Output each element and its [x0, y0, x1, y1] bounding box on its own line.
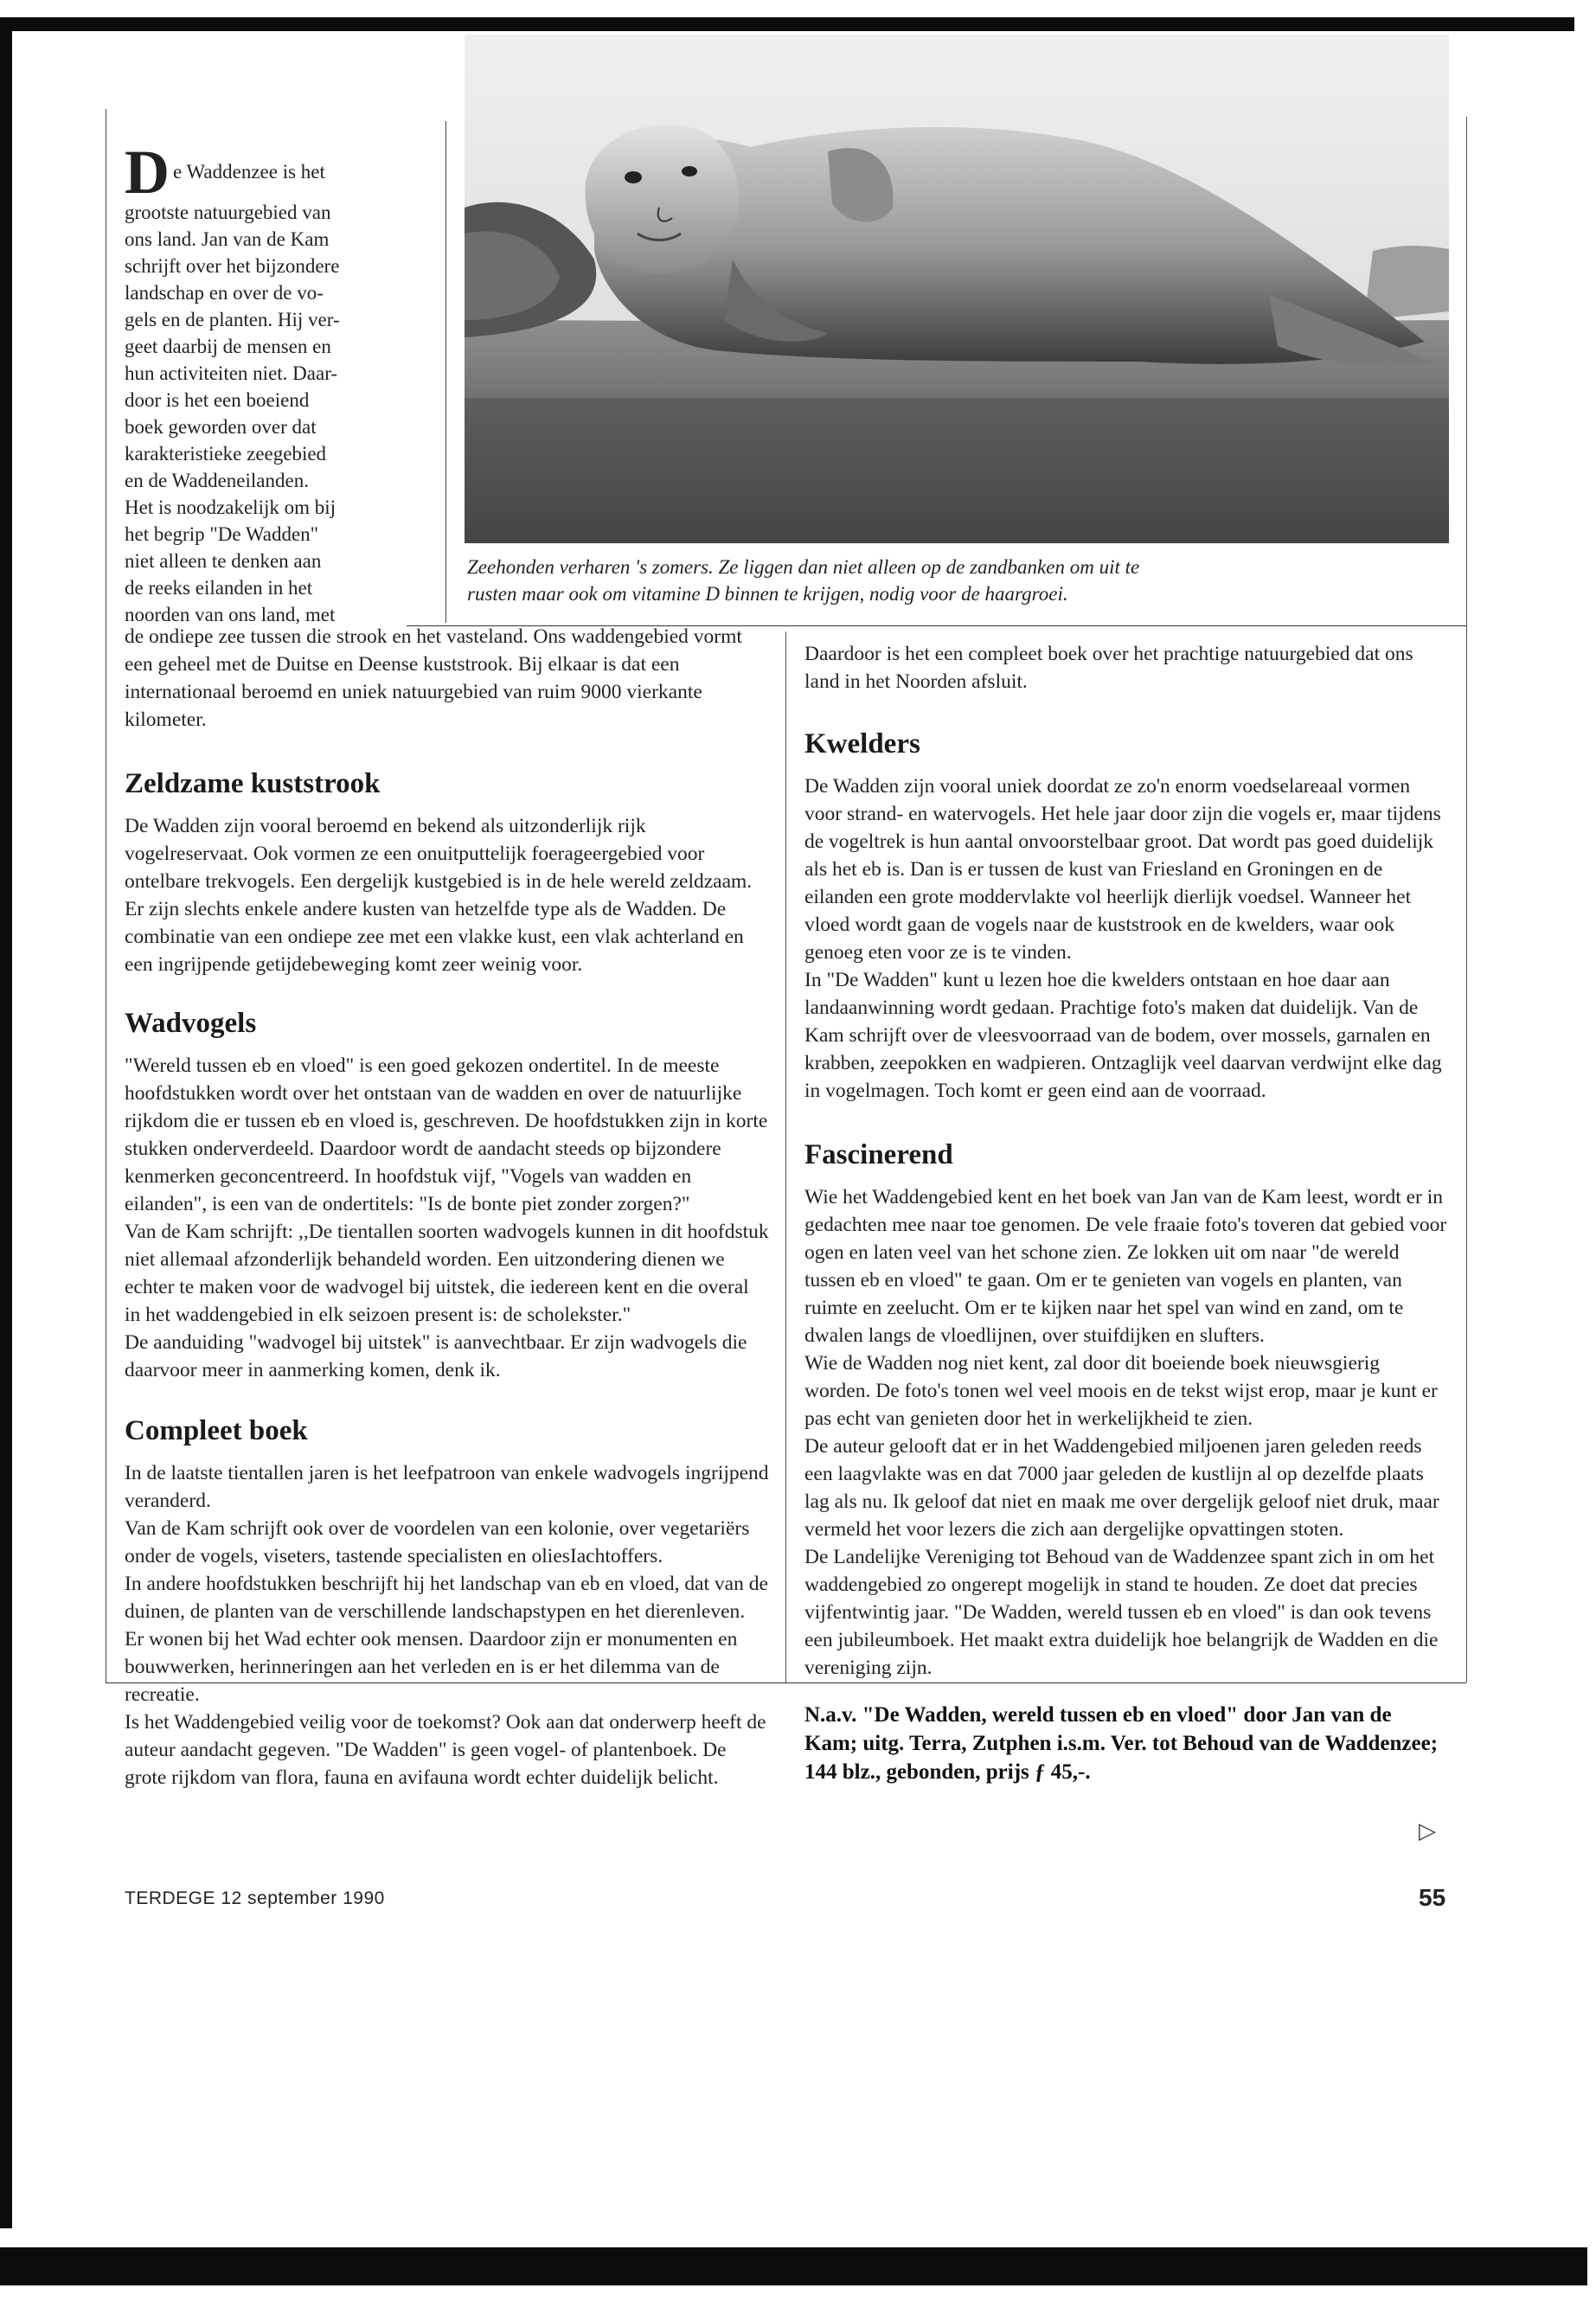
- intro-line: e Waddenzee is het: [173, 161, 325, 183]
- intro-line: karakteristieke zeegebied: [125, 443, 327, 465]
- drop-cap: D: [125, 138, 170, 207]
- seal-photo-illustration: [465, 35, 1449, 543]
- heading-wadvogels: Wadvogels: [125, 1008, 257, 1039]
- frame-intro-divider: [445, 121, 446, 623]
- intro-line: het begrip "De Wadden": [125, 523, 319, 545]
- caption-line-2: rusten maar ook om vitamine D binnen te krijgen, nodig voor de haargroei.: [467, 583, 1068, 605]
- section-body: [125, 1052, 769, 1384]
- right-column: [804, 640, 1449, 1786]
- paragraph: De Landelijke Vereniging tot Behoud van de Waddenzee spant zich in om het waddengebied zo ongerept mogelijk in stand te houden. Ze doet dat precies vijfentwintig jaar. "De Wadden, wereld tussen eb en vloed" is dan ook tevens een jubileumboek. Het maakt extra duidelijk hoe belangrijk de Wadden en die vereniging zijn.: [804, 1546, 1439, 1679]
- intro-line: en de Waddeneilanden.: [125, 470, 309, 491]
- paragraph: In "De Wadden" kunt u lezen hoe die kwelders ontstaan en hoe daar aan landaanwinning wordt gedaan. Prachtige foto's maken dat duidelijk. Van de Kam schrijft over de vleesvoorraad van de bodem, over mossels, garnalen en krabben, zeepokken en wadpieren. Ontzaglijk veel daarvan verdwijnt elke dag in vogelmagen. Toch komt er geen eind aan de voorraad.: [804, 969, 1442, 1102]
- right-intro-paragraph: Daardoor is het een compleet boek over het prachtige natuurgebied dat ons land in het Noorden afsluit.: [804, 643, 1413, 693]
- footer-publication: TERDEGE 12 september 1990: [125, 1888, 385, 1908]
- section-body: [804, 772, 1449, 1105]
- intro-line: ons land. Jan van de Kam: [125, 228, 330, 250]
- heading-kwelders: Kwelders: [804, 728, 920, 760]
- section-body: [804, 1183, 1449, 1682]
- paragraph: Is het Waddengebied veilig voor de toekomst? Ook aan dat onderwerp heeft de auteur aandacht gegeven. "De Wadden" is geen vogel- of plantenboek. De grote rijkdom van flora, fauna en avifauna wordt echter duidelijk belicht.: [125, 1711, 766, 1789]
- continue-arrow-icon: ▷: [1419, 1818, 1436, 1844]
- book-credit: N.a.v. "De Wadden, wereld tussen eb en vloed" door Jan van de Kam; uitg. Terra, Zutphen i.s.m. Ver. tot Behoud van de Waddenzee; 144 blz., gebonden, prijs ƒ 45,-.: [804, 1703, 1439, 1784]
- caption-line-1: Zeehonden verharen 's zomers. Ze liggen dan niet alleen op de zandbanken om uit te: [467, 556, 1140, 578]
- intro-line: de reeks eilanden in het: [125, 577, 313, 599]
- seal-photograph: [465, 35, 1449, 543]
- paragraph: In de laatste tientallen jaren is het leefpatroon van enkele wadvogels ingrijpend veranderd.: [125, 1462, 769, 1512]
- intro-line: door is het een boeiend: [125, 389, 310, 411]
- paragraph: Wie de Wadden nog niet kent, zal door dit boeiende boek nieuwsgierig worden. De foto's tonen wel veel moois en de tekst wijst erop, maar je kunt er pas echt van genieten door het in werkelijkheid te zien.: [804, 1352, 1438, 1430]
- intro-line: schrijft over het bijzondere: [125, 255, 340, 277]
- paragraph: De aanduiding "wadvogel bij uitstek" is aanvechtbaar. Er zijn wadvogels die daarvoor meer in aanmerking komen, denk ik.: [125, 1331, 747, 1381]
- intro-line: hun activiteiten niet. Daar-: [125, 362, 338, 384]
- paragraph: Van de Kam schrijft: ,,De tientallen soorten wadvogels kunnen in dit hoofdstuk niet allemaal afzonderlijk behandeld worden. Een uitzondering dienen we echter te maken voor de wadvogel bij uitstek, die iedereen kent en die overal in het waddengebied in elk seizoen present is: de scholekster.": [125, 1221, 769, 1326]
- intro-first-line: [125, 138, 436, 207]
- column-divider: [785, 631, 786, 1682]
- page-number: 55: [1419, 1884, 1446, 1911]
- intro-line: boek geworden over dat: [125, 416, 317, 438]
- heading-compleet-boek: Compleet boek: [125, 1415, 308, 1446]
- intro-line: niet alleen te denken aan: [125, 550, 322, 572]
- section-body: [125, 812, 769, 978]
- paragraph: De Wadden zijn vooral uniek doordat ze zo'n enorm voedselareaal vormen voor strand- en watervogels. Het hele jaar door zijn die vogels er, maar tijdens de vogeltrek is hun aantal onvoorstelbaar groot. Dat wordt pas goed duidelijk als het eb is. Dan is er tussen de kust van Friesland en Groningen en de eilanden een grote moddervlakte vol heerlijk dierlijk voedsel. Wanneer het vloed wordt gaan de vogels naar de kuststrook en de kwelders, waar ook genoeg eten voor ze is te vinden.: [804, 775, 1441, 964]
- paragraph: Wie het Waddengebied kent en het boek van Jan van de Kam leest, wordt er in gedachten mee naar toe genomen. De vele fraaie foto's toveren dat gebied voor ogen en laten veel van het schone zien. Ze lokken uit om naar "de wereld tussen eb en vloed" te gaan. Om er te genieten van vogels en planten, van ruimte en zeelucht. Om er te kijken naar het spel van wind en zand, om te dwalen langs de vloedlijnen, over stuifdijken en slufters.: [804, 1186, 1447, 1347]
- heading-fascinerend: Fascinerend: [804, 1139, 953, 1170]
- intro-line: landschap en over de vo-: [125, 282, 324, 304]
- intro-continuation: de ondiepe zee tussen die strook en het vasteland. Ons waddengebied vormt een geheel met de Duitse en Deense kuststrook. Bij elkaar is dat een internationaal beroemd en uniek natuurgebied van ruim 9000 vierkante kilometer.: [125, 625, 742, 731]
- paragraph: De auteur gelooft dat er in het Waddengebied miljoenen jaren geleden reeds een laagvlakte was en dat 7000 jaar geleden de kustlijn al op dezelfde plaats lag als nu. Ik geloof dat niet en maak me over dergelijk geloof niet druk, maar vermeld het voor lezers die zich aan dergelijke opvattingen stoten.: [804, 1435, 1439, 1541]
- intro-narrow: [125, 138, 436, 628]
- intro-line: gels en de planten. Hij ver-: [125, 309, 340, 330]
- scan-left-border: [0, 31, 12, 2228]
- intro-line: geet daarbij de mensen en: [125, 336, 331, 357]
- paragraph: In andere hoofdstukken beschrijft hij het landschap van eb en vloed, dat van de duinen, de planten van de verschillende landschapstypen en het dierenleven. Er wonen bij het Wad echter ook mensen. Daardoor zijn er monumenten en bouwwerken, herinneringen aan het verleden en is er het dilemma van de recreatie.: [125, 1573, 768, 1706]
- intro-line: grootste natuurgebied van: [125, 202, 331, 223]
- photo-caption: [467, 554, 1462, 607]
- scan-bottom-border: [0, 2247, 1587, 2285]
- scan-top-border: [0, 17, 1574, 31]
- heading-zeldzame-kuststrook: Zeldzame kuststrook: [125, 768, 381, 799]
- section-body: [125, 1459, 769, 1791]
- intro-line: Het is noodzakelijk om bij: [125, 497, 337, 518]
- paragraph: De Wadden zijn vooral beroemd en bekend als uitzonderlijk rijk vogelreservaat. Ook vormen ze een onuitputtelijk foerageergebied voor ontelbare trekvogels. Een dergelijk kustgebied is in de hele wereld zeldzaam. Er zijn slechts enkele andere kusten van hetzelfde type als de Wadden. De combinatie van een ondiepe zee met een vlakke kust, een vlak achterland en een ingrijpende getijdebeweging komt zeer weinig voor.: [125, 815, 753, 976]
- paragraph: "Wereld tussen eb en vloed" is een goed gekozen ondertitel. In de meeste hoofdstukken wordt over het ontstaan van de wadden en over de natuurlijke rijkdom die er tussen eb en vloed is, geschreven. De hoofdstukken zijn in korte stukken onderverdeeld. Daardoor wordt de aandacht steeds op bijzondere kenmerken geconcentreerd. In hoofdstuk vijf, "Vogels van wadden en eilanden", is een van de ondertitels: "Is de bonte piet zonder zorgen?": [125, 1054, 768, 1215]
- paragraph: Van de Kam schrijft ook over de voordelen van een kolonie, over vegetariërs onder de vogels, viseters, tastende specialisten en oliesIachtoffers.: [125, 1517, 750, 1567]
- frame-right: [1466, 117, 1467, 1682]
- intro-line: noorden van ons land, met: [125, 604, 336, 625]
- left-column: [125, 623, 769, 1791]
